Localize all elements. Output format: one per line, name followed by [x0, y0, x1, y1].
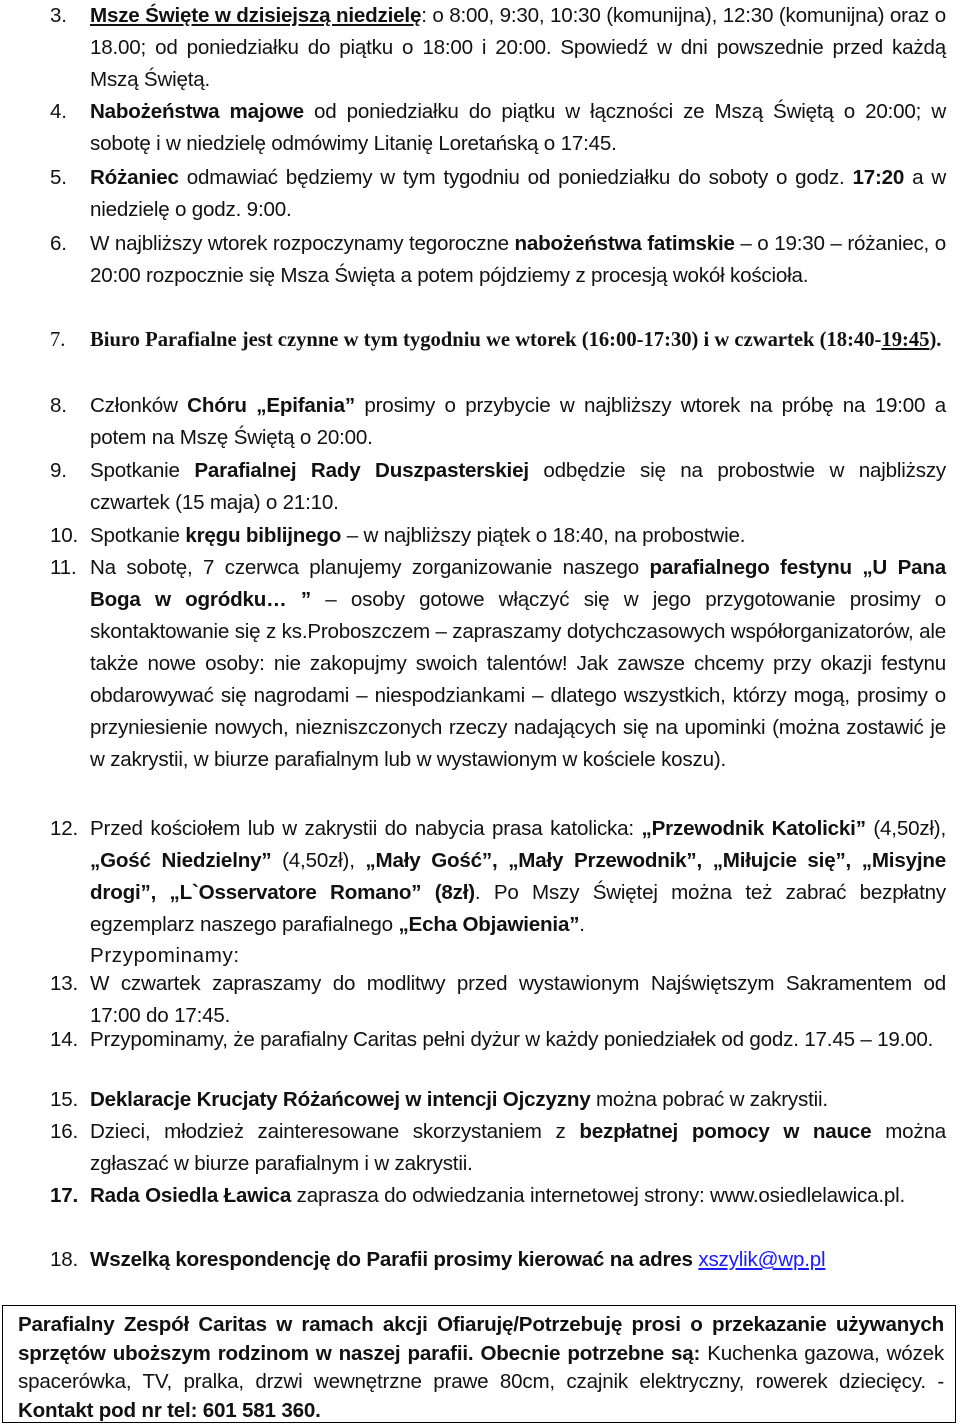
body-text: Spotkanie [90, 524, 186, 547]
body-text: (4,50zł), [865, 817, 946, 840]
item-text [90, 455, 946, 519]
item-number: 17. [50, 1184, 79, 1207]
item-number: 18. [50, 1248, 79, 1271]
emphasis-text: bezpłatnej pomocy w nauce [579, 1120, 872, 1143]
body-text: odmawiać będziemy w tym tygodniu od poniedziałku do soboty o godz. [178, 166, 853, 189]
item-number: 9. [50, 459, 67, 482]
emphasis-text: 19:45 [881, 329, 930, 351]
announcement-6 [50, 228, 946, 292]
emphasis-text: Parafialny Zespół Caritas w ramach akcji Ofiaruję/Potrzebuję prosi o przekazanie używanych sprzętów uboższym rodzinom w naszej parafii. Obecnie potrzebne są: [18, 1313, 944, 1365]
announcement-16 [50, 1116, 946, 1180]
emphasis-text: Rada Osiedla Ławica [90, 1184, 292, 1207]
item-text [90, 324, 946, 356]
item-text [90, 968, 946, 1032]
announcement-9 [50, 455, 946, 519]
emphasis-text: Wszelką korespondencję do Parafii prosimy kierować na adres [90, 1248, 693, 1271]
item-text [90, 813, 946, 941]
announcement-10 [50, 520, 946, 552]
announcement-5 [50, 162, 946, 226]
announcement-7 [50, 324, 946, 356]
body-text: prosimy o przybycie w najbliższy wtorek na próbę na 19:00 a potem na Mszę Świętą o 20:00. [90, 394, 947, 449]
body-text: – w najbliższy piątek o 18:40, na probostwie. [341, 524, 746, 547]
item-text [90, 1180, 946, 1212]
announcement-18 [50, 1244, 946, 1276]
emphasis-text: ). [929, 329, 942, 351]
item-number: 4. [50, 100, 67, 123]
item-text [90, 1084, 946, 1116]
item-number: 7. [50, 329, 66, 351]
body-text: od poniedziałku do piątku w łączności ze Mszą Świętą o 20:00; w sobotę i w niedzielę odmówimy Litanię Loretańską o 17:45. [90, 100, 946, 155]
announcement-15 [50, 1084, 946, 1116]
emphasis-text: „Gość Niedzielny” [90, 849, 272, 872]
emphasis-text: 17:20 [852, 166, 905, 189]
announcement-8 [50, 390, 946, 454]
emphasis-text: „Mały Gość”, „Mały Przewodnik”, „Miłujcie się”, „Misyjne drogi”, „L`Osservatore Romano” (8zł) [90, 849, 946, 904]
item-number: 11. [50, 556, 77, 579]
item-text [90, 552, 946, 776]
body-text: zaprasza do odwiedzania internetowej strony: www.osiedlelawica.pl. [291, 1184, 905, 1207]
emphasis-text: Kontakt pod nr tel: 601 581 360. [18, 1398, 321, 1422]
announcement-13 [50, 968, 946, 1032]
body-text: Spotkanie [90, 459, 195, 482]
body-text: odbędzie się na probostwie w najbliższy czwartek (15 maja) o 21:10. [90, 459, 947, 514]
body-text: Przypominamy, że parafialny Caritas pełni dyżur w każdy poniedziałek od godz. 17.45 – 19.00. [90, 1028, 934, 1051]
body-text: – osoby gotowe włączyć się w jego przygotowanie prosimy o skontaktowanie się z ks.Proboszczem – zapraszamy dotychczasowych współorganizatorów, ale także nowe osoby: nie zakopujmy swoich talentów! Jak zawsze chcemy przy okazji festynu obdarowywać się nagrodami – niespodziankami – dlatego wszystkich, którzy mogą, prosimy o przyniesienie nowych, niezniszczonych rzeczy nadających się na upominki (można zostawić je w zakrystii, w biurze parafialnym lub w wystawionym w kościele koszu). [90, 588, 946, 771]
emphasis-text: nabożeństwa fatimskie [514, 232, 735, 255]
body-text: W najbliższy wtorek rozpoczynamy tegoroczne [90, 232, 515, 255]
item-number: 16. [50, 1120, 79, 1143]
item-number: 14. [50, 1028, 79, 1051]
announcement-17 [50, 1180, 946, 1212]
body-text: Członków [90, 394, 188, 417]
reminder-heading: Przypominamy: [90, 944, 240, 967]
body-text: . [579, 913, 585, 936]
announcement-3 [50, 0, 946, 96]
emphasis-text: Różaniec [90, 166, 179, 189]
body-text: Kuchenka gazowa, wózek spacerówka, TV, pralka, drzwi wewnętrzne prawe 80cm, czajnik elektryczny, rowerek dziecięcy. - [18, 1341, 944, 1393]
announcement-14 [50, 1024, 946, 1056]
item-number: 3. [50, 4, 67, 27]
body-text: (4,50zł), [271, 849, 366, 872]
emphasis-text: kręgu biblijnego [185, 524, 342, 547]
body-text: Dzieci, młodzież zainteresowane skorzystaniem z [90, 1120, 580, 1143]
body-text: można zgłaszać w biurze parafialnym i w zakrystii. [90, 1120, 947, 1175]
announcement-4 [50, 96, 946, 160]
emphasis-text: Biuro Parafialne jest czynne w tym tygodniu we wtorek (16:00-17:30) i w czwartek (18:40- [90, 329, 882, 351]
body-text: Przed kościołem lub w zakrystii do nabycia prasa katolicka: [90, 817, 642, 840]
item-number: 5. [50, 166, 67, 189]
item-text [90, 228, 946, 292]
emphasis-text: „Echa Objawienia” [398, 913, 580, 936]
announcement-12 [50, 813, 946, 941]
body-text: – o 19:30 – różaniec, o 20:00 rozpocznie się Msza Święta a potem pójdziemy z procesją wokół kościoła. [90, 232, 946, 287]
emphasis-text: Parafialnej Rady Duszpasterskiej [194, 459, 529, 482]
item-number: 15. [50, 1088, 79, 1111]
item-number: 8. [50, 394, 67, 417]
item-text [90, 96, 946, 160]
item-text [90, 520, 946, 552]
item-text [90, 1024, 946, 1056]
body-text: a w niedzielę o godz. 9:00. [90, 166, 946, 221]
item-number: 10. [50, 524, 79, 547]
body-text: W czwartek zapraszamy do modlitwy przed wystawionym Najświętszym Sakramentem od 17:00 do 17:45. [90, 972, 946, 1027]
emphasis-text: Msze Święte w dzisiejszą niedzielę [90, 4, 422, 27]
item-text [90, 1244, 946, 1276]
item-text [90, 0, 946, 96]
item-number: 13. [50, 972, 79, 995]
email-link[interactable]: xszylik@wp.pl [698, 1248, 826, 1271]
caritas-notice-text [18, 1311, 944, 1425]
item-number: 6. [50, 232, 67, 255]
body-text: . Po Mszy Świętej można też zabrać bezpłatny egzemplarz naszego parafialnego [90, 881, 946, 936]
body-text: można pobrać w zakrystii. [590, 1088, 828, 1111]
item-text [90, 162, 946, 226]
item-text [90, 390, 946, 454]
emphasis-text: Nabożeństwa majowe [90, 100, 304, 123]
emphasis-text: Chóru „Epifania” [187, 394, 355, 417]
emphasis-text: „Przewodnik Katolicki” [641, 817, 866, 840]
emphasis-text: Deklaracje Krucjaty Różańcowej w intencji Ojczyzny [90, 1088, 591, 1111]
item-number: 12. [50, 817, 79, 840]
announcement-11 [50, 552, 946, 776]
body-text: : o 8:00, 9:30, 10:30 (komunijna), 12:30 (komunijna) oraz o 18.00; od poniedziałku do piątku o 18:00 i 20:00. Spowiedź w dni powszednie przed każdą Mszą Świętą. [90, 4, 947, 91]
emphasis-text: parafialnego festynu „U Pana Boga w ogródku… ” [90, 556, 946, 611]
item-text [90, 1116, 946, 1180]
body-text: Na sobotę, 7 czerwca planujemy zorganizowanie naszego [90, 556, 650, 579]
